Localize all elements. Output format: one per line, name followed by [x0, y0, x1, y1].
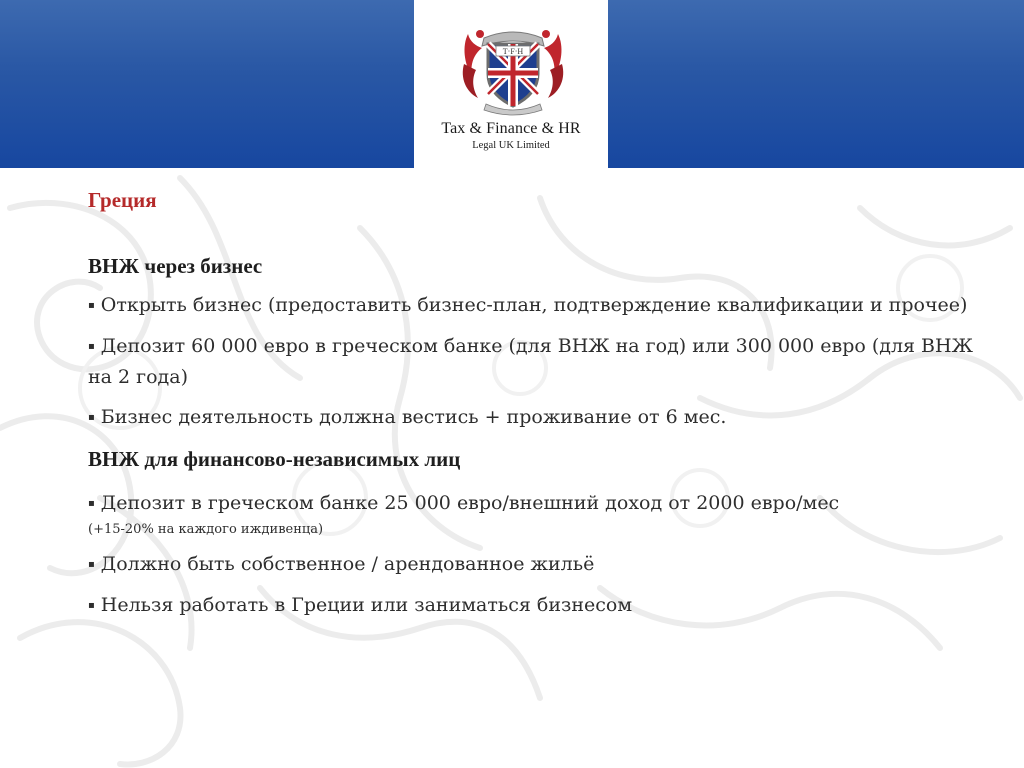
section-heading-financial: ВНЖ для финансово-независимых лиц [88, 447, 461, 471]
company-subtitle: Legal UK Limited [472, 140, 550, 151]
bullet-marker: ▪ [88, 300, 95, 311]
list-item: ▪ Нельзя работать в Греции или заниматься бизнесом [88, 594, 633, 616]
list-item: ▪ Бизнес деятельность должна вестись + проживание от 6 мес. [88, 406, 727, 428]
list-item: ▪ Должно быть собственное / арендованное жильё [88, 553, 595, 575]
company-name: Tax & Finance & HR [441, 120, 581, 137]
company-logo [414, 0, 608, 168]
bullet-marker: ▪ [88, 600, 95, 611]
header-band-right [608, 0, 1024, 168]
country-title: Греция [88, 188, 157, 212]
crest-icon [460, 24, 566, 116]
header-band-left [0, 0, 414, 168]
bullet-marker: ▪ [88, 341, 95, 352]
svg-text:T·F·H: T·F·H [502, 47, 524, 56]
slide-content [88, 188, 988, 621]
bullet-marker: ▪ [88, 559, 95, 570]
dependents-note: (+15-20% на каждого иждивенца) [88, 522, 324, 537]
bullet-marker: ▪ [88, 412, 95, 423]
list-item: ▪ Депозит 60 000 евро в греческом банке (для ВНЖ на год) или 300 000 евро (для ВНЖ на 2 года) [88, 335, 973, 388]
bullet-marker: ▪ [88, 498, 95, 509]
list-item: ▪ Депозит в греческом банке 25 000 евро/внешний доход от 2000 евро/мес (+15-20% на каждого иждивенца) [88, 488, 988, 541]
section-heading-business: ВНЖ через бизнес [88, 254, 263, 278]
list-item: ▪ Открыть бизнес (предоставить бизнес-план, подтверждение квалификации и прочее) [88, 294, 968, 316]
